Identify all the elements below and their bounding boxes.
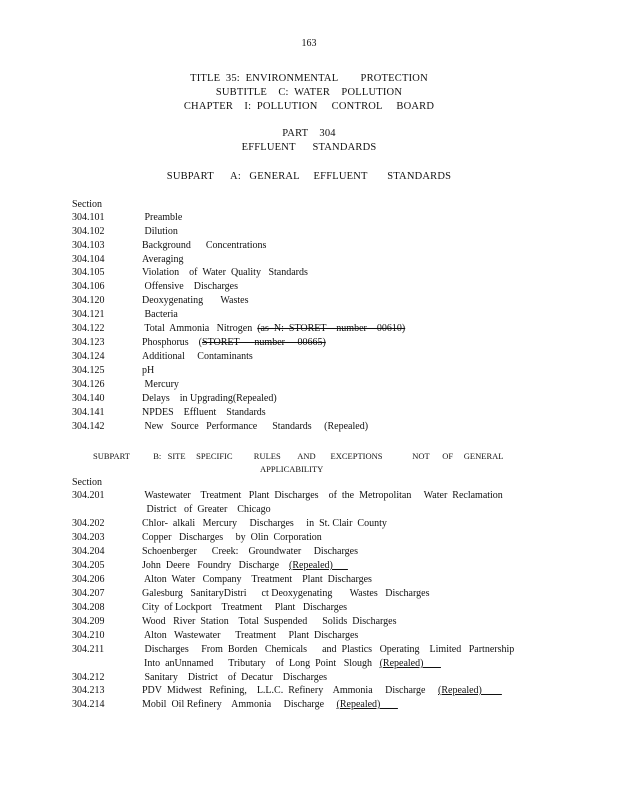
struck-text: STORET number 00665) [202, 337, 326, 348]
section-number: 304.211 [72, 644, 105, 655]
chapter-heading: CHAPTER I: POLLUTION CONTROL BOARD [183, 101, 435, 112]
subpart-b-heading-continued: APPLICABILITY [260, 464, 324, 474]
title-heading: TITLE 35: ENVIRONMENTAL PROTECTION [190, 73, 428, 84]
section-number: 304.142 [72, 421, 105, 432]
section-title: Bacteria [142, 309, 178, 320]
section-title: John Deere Foundry Discharge (Repealed) [142, 560, 348, 571]
section-title: NPDES Effluent Standards [142, 407, 266, 418]
section-title: Total Ammonia Nitrogen (as N: STORET number 00610) [142, 323, 406, 334]
section-number: 304.105 [72, 267, 105, 278]
toc-row [72, 421, 552, 435]
toc-row [72, 518, 552, 532]
section-number: 304.106 [72, 281, 105, 292]
section-title: Discharges From Borden Chemicals and Plastics Operating Limited Partnership [142, 644, 515, 655]
section-number: 304.209 [72, 616, 105, 627]
toc-row [72, 644, 552, 672]
toc-row [72, 574, 552, 588]
toc-row [72, 212, 552, 226]
toc-row [72, 337, 552, 351]
section-title: Preamble [142, 212, 183, 223]
subpart-a-heading: SUBPART A: GENERAL EFFLUENT STANDARDS [166, 171, 452, 182]
section-number: 304.122 [72, 323, 105, 334]
section-number: 304.102 [72, 226, 105, 237]
section-number: 304.207 [72, 588, 105, 599]
section-title: Alton Wastewater Treatment Plant Discharges [142, 630, 359, 641]
toc-row [72, 393, 552, 407]
section-title: Sanitary District of Decatur Discharges [142, 672, 328, 683]
section-title: Offensive Discharges [142, 281, 238, 292]
toc-row [72, 602, 552, 616]
toc-row [72, 699, 552, 713]
section-title: Additional Contaminants [142, 351, 253, 362]
section-title: PDV Midwest Refining, L.L.C. Refinery Ammonia Discharge (Repealed) [142, 685, 502, 696]
repealed-note: (Repealed) [289, 560, 348, 571]
toc-row [72, 630, 552, 644]
toc-row [72, 407, 552, 421]
toc-row [72, 295, 552, 309]
toc-row [72, 685, 552, 699]
section-title: Wood River Station Total Suspended Solids Discharges [142, 616, 397, 627]
toc-row [72, 379, 552, 393]
toc-row [72, 672, 552, 686]
part-heading: PART 304 [282, 128, 336, 139]
page-number: 163 [301, 38, 317, 49]
section-number: 304.121 [72, 309, 105, 320]
section-number: 304.205 [72, 560, 105, 571]
section-number: 304.123 [72, 337, 105, 348]
toc-row [72, 616, 552, 630]
subpart-b-heading: SUBPART B: SITE SPECIFIC RULES AND EXCEPTIONS NOT OF GENERAL [93, 451, 504, 461]
section-title: Galesburg SanitaryDistri ct Deoxygenating Wastes Discharges [142, 588, 430, 599]
section-number: 304.126 [72, 379, 105, 390]
section-title: Dilution [142, 226, 178, 237]
section-number: 304.141 [72, 407, 105, 418]
section-title: Deoxygenating Wastes [142, 295, 249, 306]
section-number: 304.104 [72, 254, 105, 265]
section-title: Phosphorus (STORET number 00665) [142, 337, 326, 348]
toc-row [72, 532, 552, 546]
struck-text: (as N: STORET number 00610) [257, 323, 406, 334]
section-title: Schoenberger Creek: Groundwater Discharges [142, 546, 358, 557]
toc-row [72, 323, 552, 337]
toc-row [72, 281, 552, 295]
section-number: 304.202 [72, 518, 105, 529]
toc-row [72, 351, 552, 365]
section-title: Delays in Upgrading(Repealed) [142, 393, 277, 404]
toc-row [72, 240, 552, 254]
toc-row [72, 490, 552, 518]
section-number: 304.103 [72, 240, 105, 251]
section-title: Violation of Water Quality Standards [142, 267, 308, 278]
section-number: 304.206 [72, 574, 105, 585]
toc-row [72, 588, 552, 602]
section-title-continued: Into anUnnamed Tributary of Long Point Slough (Repealed) [144, 658, 441, 669]
section-number: 304.125 [72, 365, 105, 376]
repealed-note: (Repealed) [438, 685, 502, 696]
section-number: 304.140 [72, 393, 105, 404]
section-title: Mobil Oil Refinery Ammonia Discharge (Repealed) [142, 699, 398, 710]
section-title: Alton Water Company Treatment Plant Discharges [142, 574, 372, 585]
section-title: City of Lockport Treatment Plant Discharges [142, 602, 348, 613]
section-title: New Source Performance Standards (Repealed) [142, 421, 369, 432]
section-title: Background Concentrations [142, 240, 267, 251]
toc-row [72, 560, 552, 574]
section-number: 304.213 [72, 685, 105, 696]
toc-row [72, 267, 552, 281]
part-name-heading: EFFLUENT STANDARDS [241, 142, 377, 153]
section-number: 304.204 [72, 546, 105, 557]
section-number: 304.208 [72, 602, 105, 613]
section-title: pH [142, 365, 155, 376]
section-title: Mercury [142, 379, 179, 390]
section-title: Wastewater Treatment Plant Discharges of the Metropolitan Water Reclamation [142, 490, 503, 501]
toc-row [72, 254, 552, 268]
section-label-a: Section [72, 199, 102, 210]
section-number: 304.214 [72, 699, 105, 710]
section-title: Chlor- alkali Mercury Discharges in St. Clair County [142, 518, 387, 529]
section-number: 304.120 [72, 295, 105, 306]
section-number: 304.212 [72, 672, 105, 683]
section-title: Copper Discharges by Olin Corporation [142, 532, 322, 543]
section-number: 304.201 [72, 490, 105, 501]
section-number: 304.124 [72, 351, 105, 362]
toc-row [72, 546, 552, 560]
section-number: 304.210 [72, 630, 105, 641]
toc-row [72, 365, 552, 379]
section-title-continued: District of Greater Chicago [144, 504, 271, 515]
toc-row [72, 226, 552, 240]
toc-row [72, 309, 552, 323]
section-number: 304.203 [72, 532, 105, 543]
section-number: 304.101 [72, 212, 105, 223]
subtitle-heading: SUBTITLE C: WATER POLLUTION [215, 87, 403, 98]
section-title: Averaging [142, 254, 184, 265]
repealed-note: (Repealed) [336, 699, 398, 710]
section-label-b: Section [72, 477, 102, 488]
repealed-note: (Repealed) [379, 658, 441, 669]
